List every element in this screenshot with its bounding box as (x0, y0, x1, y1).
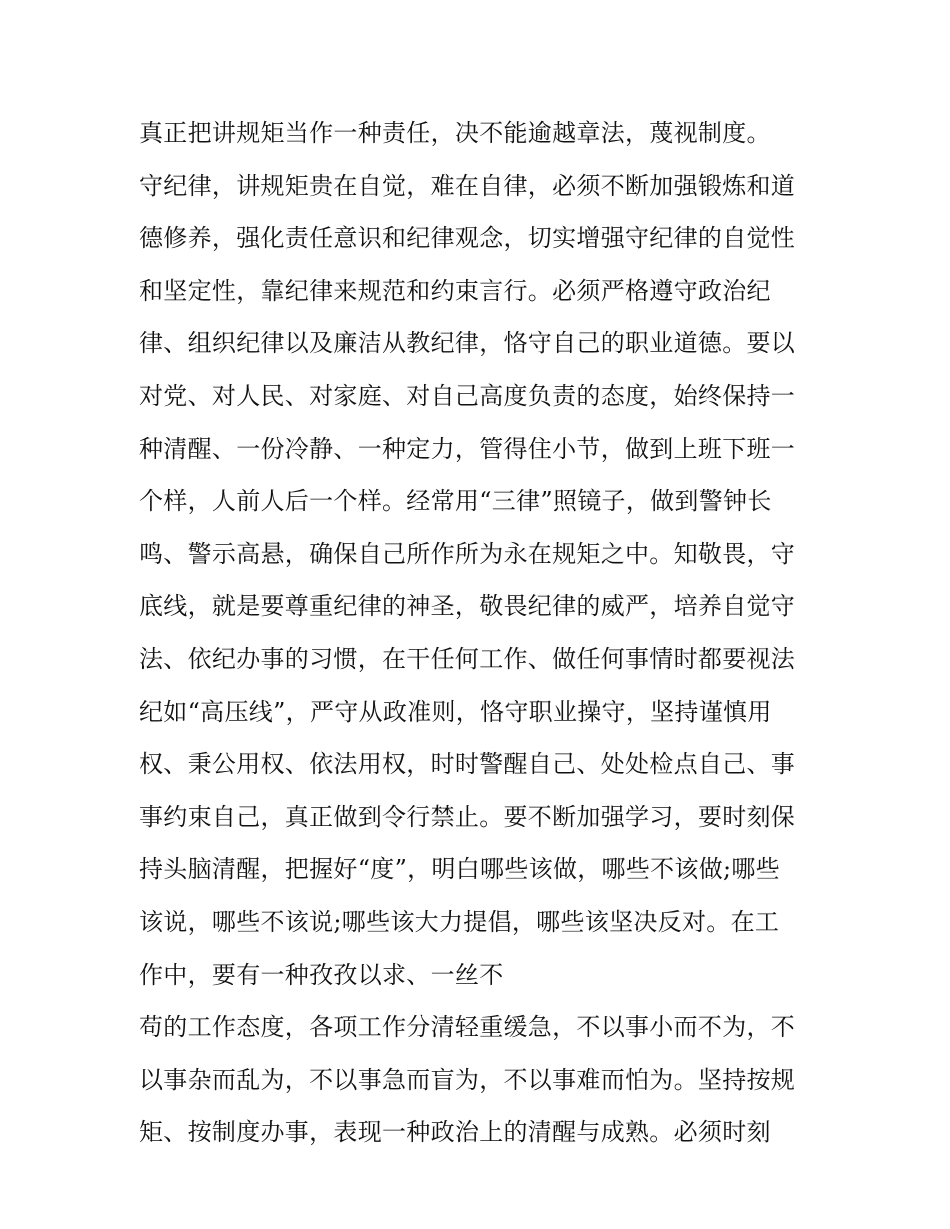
text-line: 种清醒、一份冷静、一种定力，管得住小节，做到上班下班一 (139, 434, 796, 463)
text-line: 持头脑清醒，把握好“度”，明白哪些该做，哪些不该做;哪些 (139, 855, 781, 884)
text-line: 事约束自己，真正做到令行禁止。要不断加强学习，要时刻保 (139, 802, 796, 831)
text-line: 苟的工作态度，各项工作分清轻重缓急，不以事小而不为，不 (139, 1013, 796, 1042)
text-line: 该说，哪些不该说;哪些该大力提倡，哪些该坚决反对。在工 (139, 907, 780, 936)
text-line: 律、组织纪律以及廉洁从教纪律，恪守自己的职业道德。要以 (139, 329, 796, 358)
text-line: 纪如“高压线”，严守从政准则，恪守职业操守，坚持谨慎用 (139, 697, 772, 726)
text-line: 以事杂而乱为，不以事急而盲为，不以事难而怕为。坚持按规 (139, 1065, 796, 1094)
text-line: 鸣、警示高悬，确保自己所作所为永在规矩之中。知敬畏，守 (139, 539, 796, 568)
text-line: 底线，就是要尊重纪律的神圣，敬畏纪律的威严，培养自觉守 (139, 592, 796, 621)
text-line: 和坚定性，靠纪律来规范和约束言行。必须严格遵守政治纪 (139, 276, 771, 305)
text-line: 德修养，强化责任意识和纪律观念，切实增强守纪律的自觉性 (139, 224, 796, 253)
text-line: 矩、按制度办事，表现一种政治上的清醒与成熟。必须时刻 (139, 1118, 771, 1147)
text-line: 对党、对人民、对家庭、对自己高度负责的态度，始终保持一 (139, 381, 796, 410)
text-line: 权、秉公用权、依法用权，时时警醒自己、处处检点自己、事 (139, 750, 796, 779)
text-line: 法、依纪办事的习惯，在干任何工作、做任何事情时都要视法 (139, 644, 796, 673)
text-line: 作中，要有一种孜孜以求、一丝不 (139, 960, 504, 989)
text-line: 个样，人前人后一个样。经常用“三律”照镜子，做到警钟长 (139, 487, 772, 516)
text-line: 守纪律，讲规矩贵在自觉，难在自律，必须不断加强锻炼和道 (139, 171, 796, 200)
text-line: 真正把讲规矩当作一种责任，决不能逾越章法，蔑视制度。 (139, 119, 771, 147)
body-text (139, 107, 829, 1159)
